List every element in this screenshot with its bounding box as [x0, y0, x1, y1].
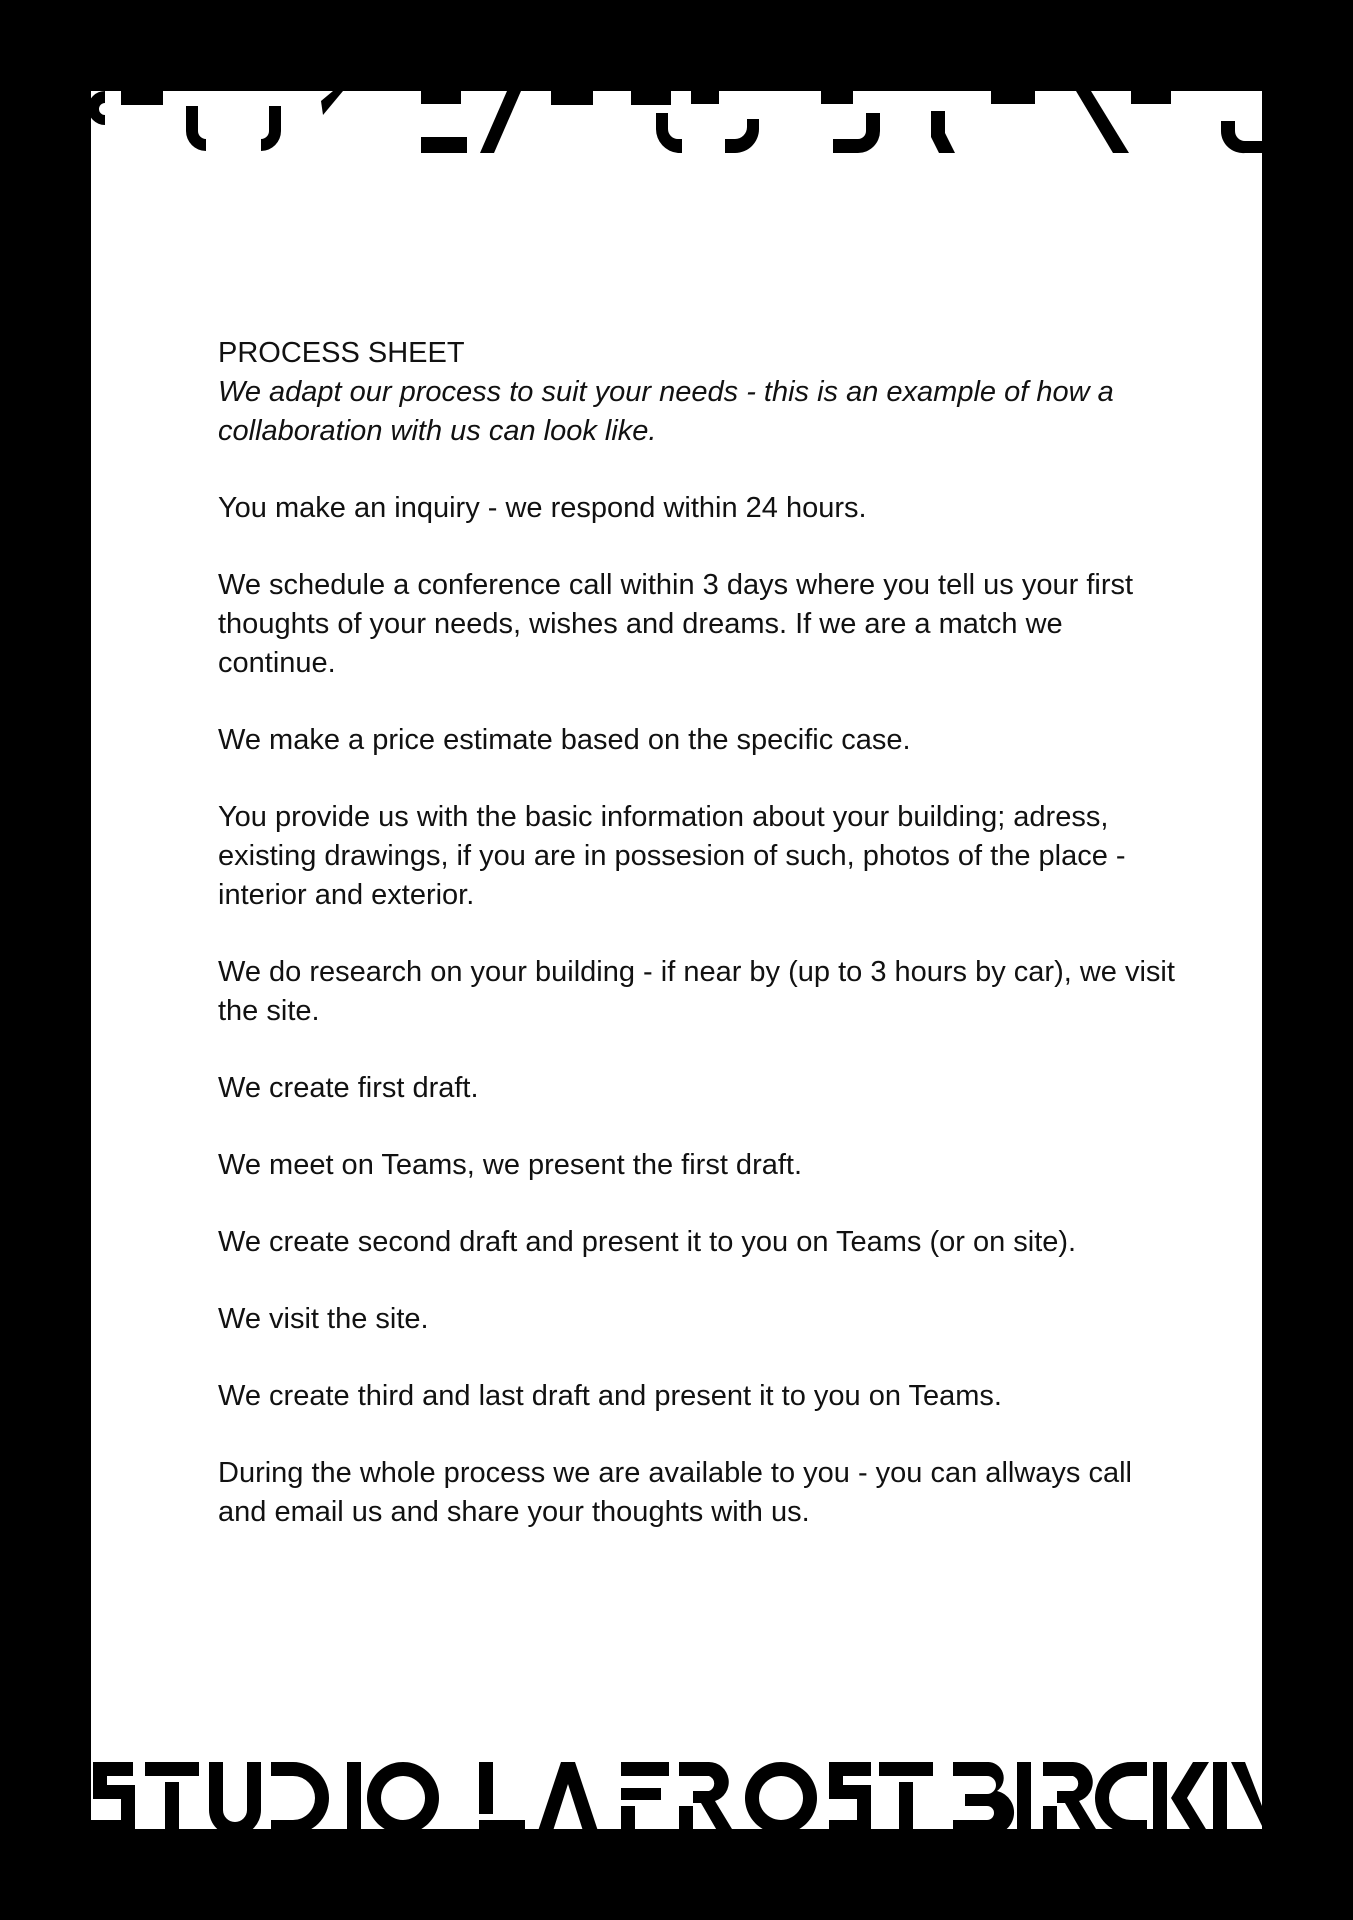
process-sheet-content	[218, 334, 1178, 1570]
process-step: We create third and last draft and present it to you on Teams.	[218, 1380, 1002, 1412]
studio-wordmark-logo	[91, 1762, 1262, 1829]
process-step: We meet on Teams, we present the first draft.	[218, 1149, 803, 1181]
process-step: We create first draft.	[218, 1072, 479, 1104]
process-step: We create second draft and present it to you on Teams (or on site).	[218, 1226, 1077, 1258]
top-logo-fragments	[91, 91, 1262, 161]
page-title: PROCESS SHEET	[218, 337, 465, 369]
document-page	[91, 91, 1262, 1829]
process-step: We make a price estimate based on the specific case.	[218, 724, 911, 756]
process-step: During the whole process we are available to you - you can allways call and email us and share your thoughts with us.	[218, 1457, 1132, 1528]
process-step: You make an inquiry - we respond within 24 hours.	[218, 492, 867, 524]
process-step: You provide us with the basic information about your building; adress, existing drawings, if you are in possesion of such, photos of the place - interior and exterior.	[218, 801, 1126, 911]
process-step: We do research on your building - if near by (up to 3 hours by car), we visit the site.	[218, 956, 1175, 1027]
process-step: We schedule a conference call within 3 days where you tell us your first thoughts of your needs, wishes and dreams. If we are a match we continue.	[218, 569, 1134, 679]
process-step: We visit the site.	[218, 1303, 429, 1335]
page-subtitle: We adapt our process to suit your needs - this is an example of how a collaboration with us can look like.	[218, 376, 1114, 447]
